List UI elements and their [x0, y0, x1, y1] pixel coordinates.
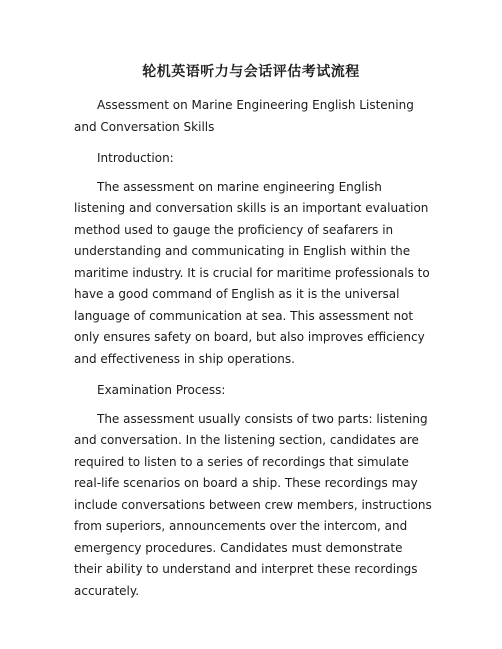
section-heading-examination-process: Examination Process:: [97, 383, 226, 397]
document-body: [74, 95, 432, 612]
examination-process-paragraph: The assessment usually consists of two parts: listening and conversation. In the listening section, candidates are required to listen to a series of recordings that simulate real-life scenarios on board a ship. These recordings may include conversations between crew members, instructions from superiors, announcements over the intercom, and emergency procedures. Candidates must demonstrate their ability to understand and interpret these recordings accurately.: [74, 411, 432, 598]
document-title: 轮机英语听力与会话评估考试流程: [142, 64, 360, 80]
section-heading-introduction: Introduction:: [97, 151, 174, 165]
introduction-paragraph: The assessment on marine engineering English listening and conversation skills is an important evaluation method used to gauge the proficiency of seafarers in understanding and communicating in English within the maritime industry. It is crucial for maritime professionals to have a good command of English as it is the universal language of communication at sea. This assessment not only ensures safety on board, but also improves efficiency and effectiveness in ship operations.: [74, 179, 430, 366]
subtitle-paragraph: Assessment on Marine Engineering English Listening and Conversation Skills: [74, 98, 414, 134]
